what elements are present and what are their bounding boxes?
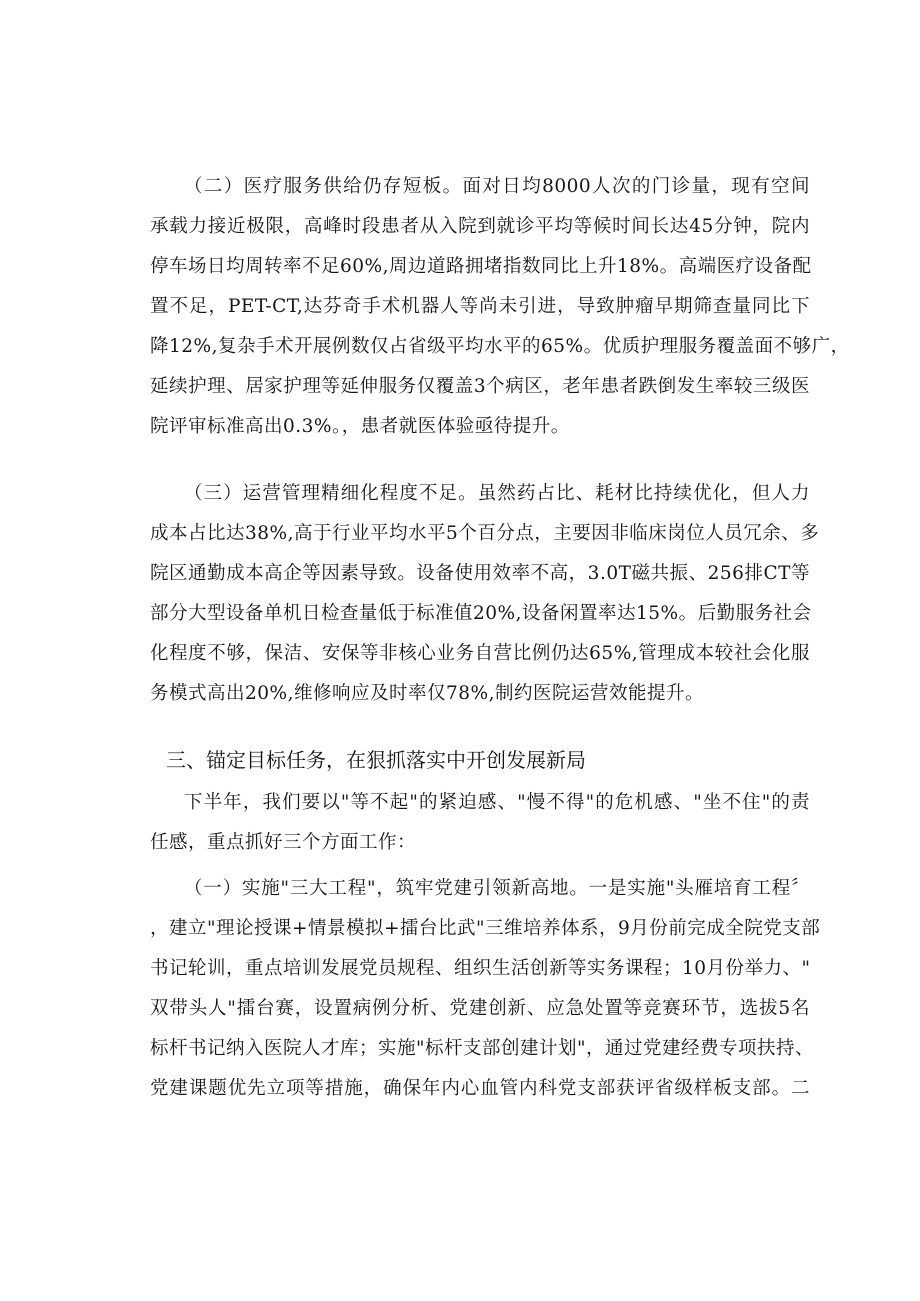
section-2-line-2: 承载力接近极限，高峰时段患者从入院到就诊平均等候时间长达45分钟，院内 — [150, 216, 810, 237]
task-1-line-5: 标杆书记纳入医院人才库；实施"标杆支部创建计划"，通过党建经费专项扶持、 — [150, 1038, 815, 1059]
task-1-line-1: （一）实施"三大工程"，筑牢党建引领新高地。一是实施"头雁培育工程〞 — [184, 878, 810, 899]
task-1-line-2: ，建立"理论授课+情景模拟+擂台比武"三维培养体系，9月份前完成全院党支部 — [150, 918, 821, 939]
section-3-line-6: 务模式高出20%,维修响应及时率仅78%,制约医院运营效能提升。 — [150, 683, 705, 704]
task-1-line-3: 书记轮训，重点培训发展党员规程、组织生活创新等实务课程；10月份举力、" — [150, 958, 811, 979]
section-2-line-5: 降12%,复杂手术开展例数仅占省级平均水平的65%。优质护理服务覆盖面不够广， — [150, 336, 850, 357]
section-heading: 三、锚定目标任务，在狠抓落实中开创发展新局 — [166, 748, 586, 772]
section-3-line-1: （三）运营管理精细化程度不足。虽然药占比、耗材比持续优化，但人力 — [184, 483, 810, 504]
section-2-line-6: 延续护理、居家护理等延伸服务仅覆盖3个病区，老年患者跌倒发生率较三级医 — [150, 376, 810, 397]
section-3-line-3: 院区通勤成本高企等因素导致。设备使用效率不高，3.0T磁共振、256排CT等 — [150, 563, 810, 584]
section-2-line-1: （二）医疗服务供给仍存短板。面对日均8000人次的门诊量，现有空间 — [184, 176, 810, 197]
intro-line-2: 任感，重点抓好三个方面工作： — [150, 832, 417, 853]
section-2-line-3: 停车场日均周转率不足60%,周边道路拥堵指数同比上升18%。高端医疗设备配 — [150, 256, 812, 277]
section-3-line-4: 部分大型设备单机日检查量低于标准值20%,设备闲置率达15%。后勤服务社会 — [150, 603, 812, 624]
section-2-line-4: 置不足，PET-CT,达芬奇手术机器人等尚未引进，导致肿瘤早期筛查量同比下 — [150, 296, 810, 317]
task-1-line-6: 党建课题优先立项等措施，确保年内心血管内科党支部获评省级样板支部。二 — [150, 1078, 810, 1099]
intro-line-1: 下半年，我们要以"等不起"的紧迫感、"慢不得"的危机感、"坐不住"的责 — [184, 792, 810, 813]
section-3-line-5: 化程度不够，保洁、安保等非核心业务自营比例仍达65%,管理成本较社会化服 — [150, 643, 810, 664]
section-3-line-2: 成本占比达38%,高于行业平均水平5个百分点，主要因非临床岗位人员冗余、多 — [150, 523, 820, 544]
task-1-line-4: 双带头人"擂台赛，设置病例分析、党建创新、应急处置等竞赛环节，选拔5名 — [150, 998, 810, 1019]
section-2-line-7: 院评审标准高出0.3%。，患者就医体验亟待提升。 — [150, 416, 570, 437]
